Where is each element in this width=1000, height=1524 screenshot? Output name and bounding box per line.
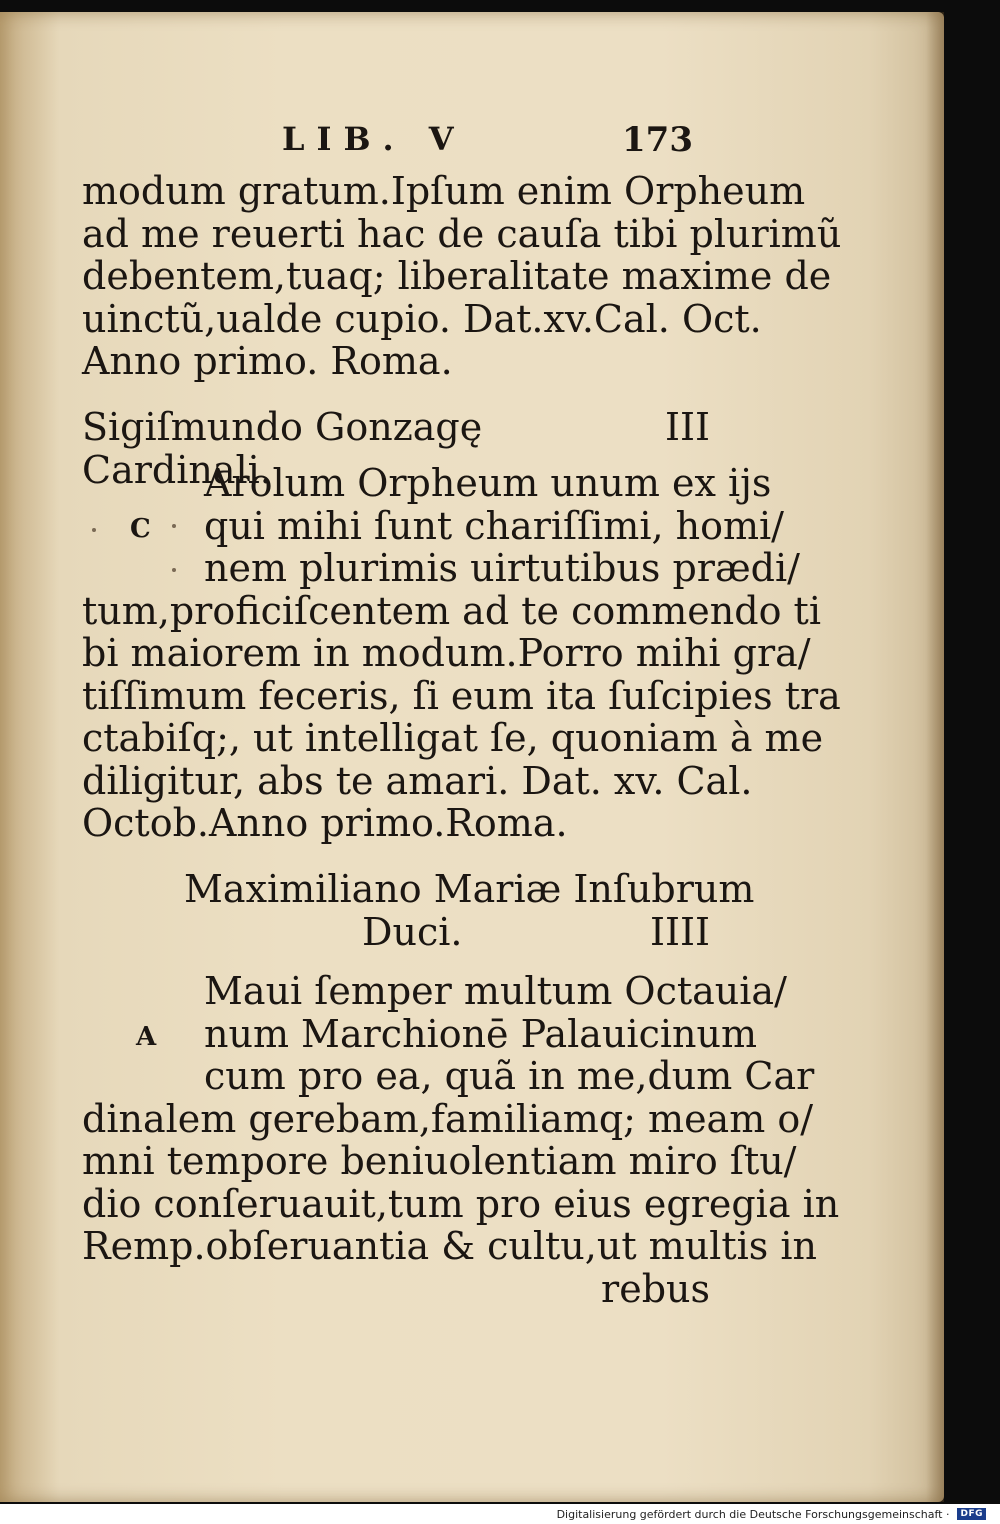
text-line: Maui ſemper multum Octauia/ (204, 969, 787, 1013)
text-line: tum,proficiſcentem ad te commendo ti (82, 588, 821, 633)
text-line: Anno primo. Roma. (82, 339, 453, 383)
running-head: LIB. V (282, 120, 466, 158)
footer-credit: Digitalisierung gefördert durch die Deutsche Forschungsgemeinschaft · (556, 1507, 950, 1521)
letter-numeral: IIII (649, 909, 710, 954)
text-line: ctabiſq;, ut intelligat ſe, quoniam à me (82, 716, 824, 760)
page-number: 173 (622, 120, 693, 160)
text-line: uinctũ,ualde cupio. Dat.xv.Cal. Oct. (82, 296, 762, 341)
letter-numeral: III (664, 405, 710, 449)
text-block-1 (82, 169, 842, 383)
text-block-letter-3 (82, 461, 841, 845)
text-line: diligitur, abs te amari. Dat. xv. Cal. (82, 758, 753, 803)
letter-addressee: Maximiliano Mariæ Inſubrum (184, 867, 755, 911)
text-line: num Marchionē Palauicinum (204, 1011, 757, 1056)
text-line: dio conſeruauit,tum pro eius egregia in (82, 1181, 840, 1226)
letter-addressee: Sigiſmundo Gonzagę Cardinali. (82, 405, 483, 492)
letter-heading (82, 867, 755, 954)
digitization-footer (0, 1504, 1000, 1524)
book-page (0, 12, 944, 1502)
text-block-letter-4 (82, 969, 840, 1311)
text-line: dinalem gerebam,familiamq; meam o/ (82, 1096, 813, 1141)
text-line: Remp.obſeruantia & cultu,ut multis in (82, 1224, 817, 1268)
text-line: cum pro ea, quã in me,dum Car (204, 1054, 815, 1098)
text-line: ad me reuerti hac de cauſa tibi plurimũ (82, 211, 842, 256)
gutter-stain (0, 12, 60, 1502)
page-edge-shadow (926, 12, 944, 1502)
letter-heading-line-2 (82, 911, 710, 954)
dfg-logo: DFG (957, 1508, 986, 1520)
catchword: rebus (601, 1266, 710, 1311)
text-line: tiſſimum feceris, ſi eum ita ſuſcipies tra (82, 673, 841, 718)
drop-initial-placeholder: C (130, 514, 151, 544)
text-line: bi maiorem in modum.Porro mihi gra/ (82, 631, 811, 675)
text-line: debentem,tuaq; liberalitate maxime de (82, 254, 832, 298)
letter-addressee-cont: Duci. (362, 909, 463, 954)
text-line: mni tempore beniuolentiam miro ſtu/ (82, 1139, 797, 1183)
text-line: modum gratum.Ipſum enim Orpheum (82, 169, 806, 213)
text-line: Octob.Anno primo.Roma. (82, 801, 568, 845)
text-line: nem plurimis uirtutibus prædi/ (204, 546, 800, 590)
drop-initial-placeholder: A (136, 1022, 157, 1052)
text-line: Arolum Orpheum unum ex ijs (204, 461, 772, 505)
text-line: qui mihi ſunt chariſſimi, homi/ (204, 503, 784, 548)
